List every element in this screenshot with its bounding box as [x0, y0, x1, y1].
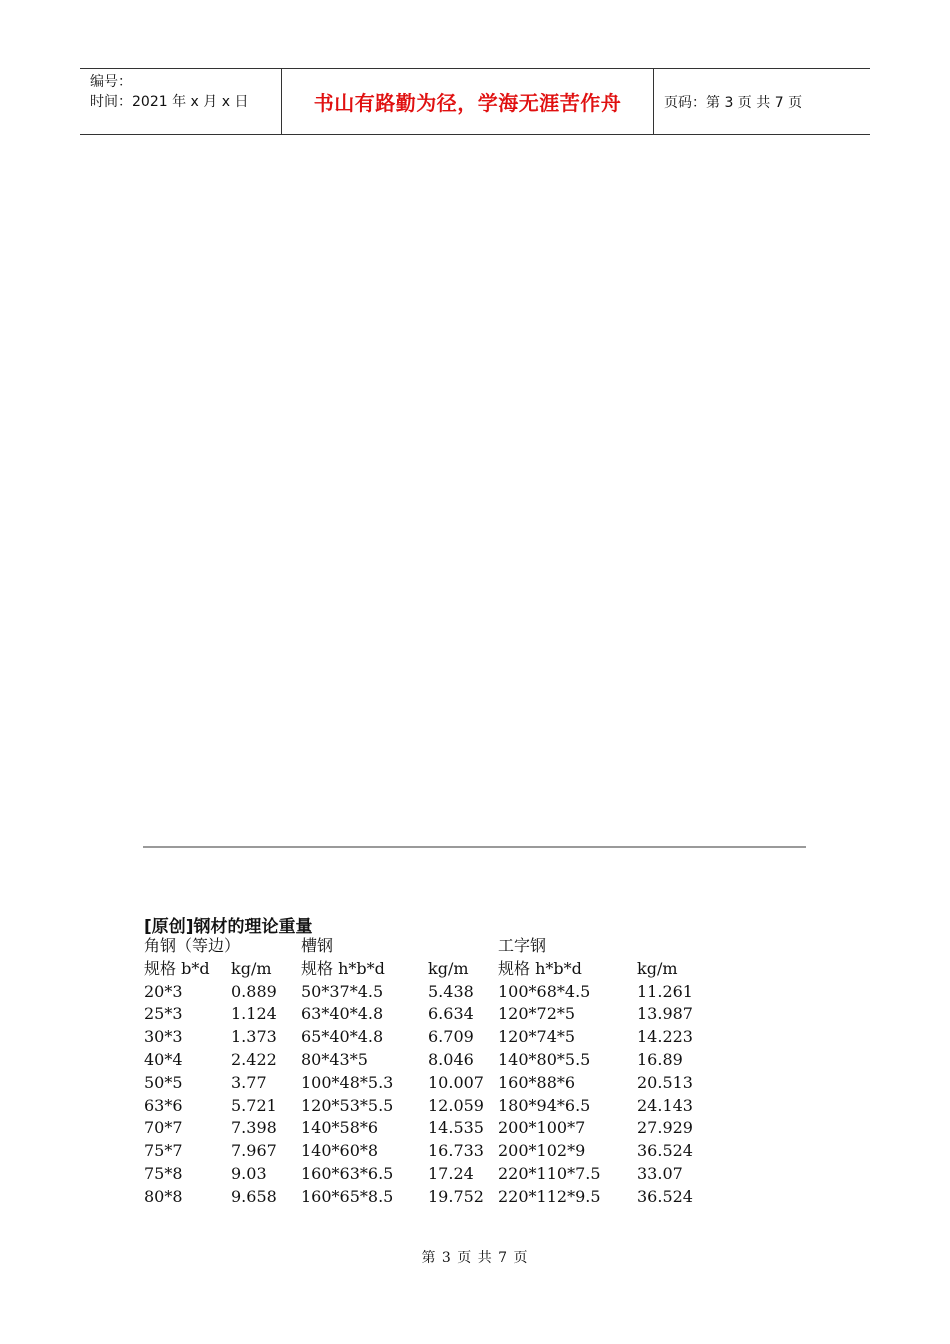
number-label: 编号：: [90, 74, 132, 90]
table-cell: 75*8: [144, 1163, 183, 1183]
table-cell: 200*100*7: [498, 1118, 586, 1138]
table-cell: 3.77: [231, 1072, 267, 1092]
table-cell: 27.929: [637, 1118, 693, 1138]
table-cell: 220*110*7.5: [498, 1163, 601, 1183]
table-cell: 0.889: [231, 981, 277, 1001]
table-cell: 7.398: [231, 1118, 277, 1138]
table-cell: 65*40*4.8: [301, 1027, 384, 1047]
table-cell: 180*94*6.5: [498, 1095, 591, 1115]
header-page-cell: [654, 69, 870, 134]
table-cell: 33.07: [637, 1163, 683, 1183]
table-cell: 120*53*5.5: [301, 1095, 394, 1115]
table-cell: 2.422: [231, 1049, 277, 1069]
table-cell: 160*88*6: [498, 1072, 576, 1092]
table-cell: 120*74*5: [498, 1027, 576, 1047]
date-label: 时间：2021 年 x 月 x 日: [90, 94, 249, 110]
table-cell: 16.733: [428, 1141, 484, 1161]
table-cell: 36.524: [637, 1186, 693, 1206]
table-cell: 75*7: [144, 1141, 183, 1161]
table-cell: 8.046: [428, 1049, 474, 1069]
column-header: kg/m: [637, 958, 678, 978]
table-cell: 9.03: [231, 1163, 267, 1183]
column-header: 规格 h*b*d: [498, 958, 582, 978]
table-cell: 50*5: [144, 1072, 183, 1092]
table-cell: 160*65*8.5: [301, 1186, 394, 1206]
table-cell: 30*3: [144, 1027, 183, 1047]
table-cell: 5.438: [428, 981, 474, 1001]
column-header: kg/m: [428, 958, 469, 978]
table-cell: 11.261: [637, 981, 693, 1001]
table-cell: 20.513: [637, 1072, 693, 1092]
table-cell: 1.124: [231, 1004, 277, 1024]
page-header: [80, 68, 870, 135]
header-left-cell: [80, 69, 281, 134]
table-cell: 140*80*5.5: [498, 1049, 591, 1069]
table-cell: 14.223: [637, 1027, 693, 1047]
table-cell: 80*43*5: [301, 1049, 368, 1069]
divider-line: [143, 846, 806, 848]
table-cell: 10.007: [428, 1072, 484, 1092]
table-cell: 70*7: [144, 1118, 183, 1138]
table-cell: 140*60*8: [301, 1141, 379, 1161]
column-header: 规格 b*d: [144, 958, 210, 978]
table-cell: 7.967: [231, 1141, 277, 1161]
table-cell: 50*37*4.5: [301, 981, 384, 1001]
motto-text: 书山有路勤为径，学海无涯苦作舟: [313, 91, 622, 115]
document-title: [原创]钢材的理论重量: [144, 917, 313, 937]
table-cell: 25*3: [144, 1004, 183, 1024]
table-cell: 16.89: [637, 1049, 683, 1069]
table-cell: 140*58*6: [301, 1118, 379, 1138]
table-cell: 80*8: [144, 1186, 183, 1206]
table-cell: 100*48*5.3: [301, 1072, 394, 1092]
group-header-i-beam: 工字钢: [498, 936, 547, 955]
column-header: 规格 h*b*d: [301, 958, 385, 978]
table-cell: 20*3: [144, 981, 183, 1001]
column-header: kg/m: [231, 958, 272, 978]
table-cell: 63*6: [144, 1095, 183, 1115]
group-header-channel-steel: 槽钢: [301, 936, 334, 955]
table-cell: 220*112*9.5: [498, 1186, 601, 1206]
table-cell: 5.721: [231, 1095, 277, 1115]
table-cell: 200*102*9: [498, 1141, 586, 1161]
page-footer: 第 3 页 共 7 页: [421, 1250, 529, 1266]
table-cell: 19.752: [428, 1186, 484, 1206]
table-cell: 120*72*5: [498, 1004, 576, 1024]
table-cell: 12.059: [428, 1095, 484, 1115]
table-cell: 100*68*4.5: [498, 981, 591, 1001]
table-cell: 17.24: [428, 1163, 474, 1183]
header-motto-cell: [281, 69, 654, 134]
table-cell: 24.143: [637, 1095, 693, 1115]
group-header-angle-steel: 角钢（等边）: [144, 936, 241, 955]
table-cell: 6.634: [428, 1004, 474, 1024]
page-info: 页码：第 3 页 共 7 页: [664, 94, 803, 111]
table-cell: 40*4: [144, 1049, 183, 1069]
table-cell: 14.535: [428, 1118, 484, 1138]
table-cell: 160*63*6.5: [301, 1163, 394, 1183]
table-cell: 36.524: [637, 1141, 693, 1161]
table-cell: 6.709: [428, 1027, 474, 1047]
table-cell: 13.987: [637, 1004, 693, 1024]
table-cell: 9.658: [231, 1186, 277, 1206]
table-cell: 63*40*4.8: [301, 1004, 384, 1024]
table-cell: 1.373: [231, 1027, 277, 1047]
